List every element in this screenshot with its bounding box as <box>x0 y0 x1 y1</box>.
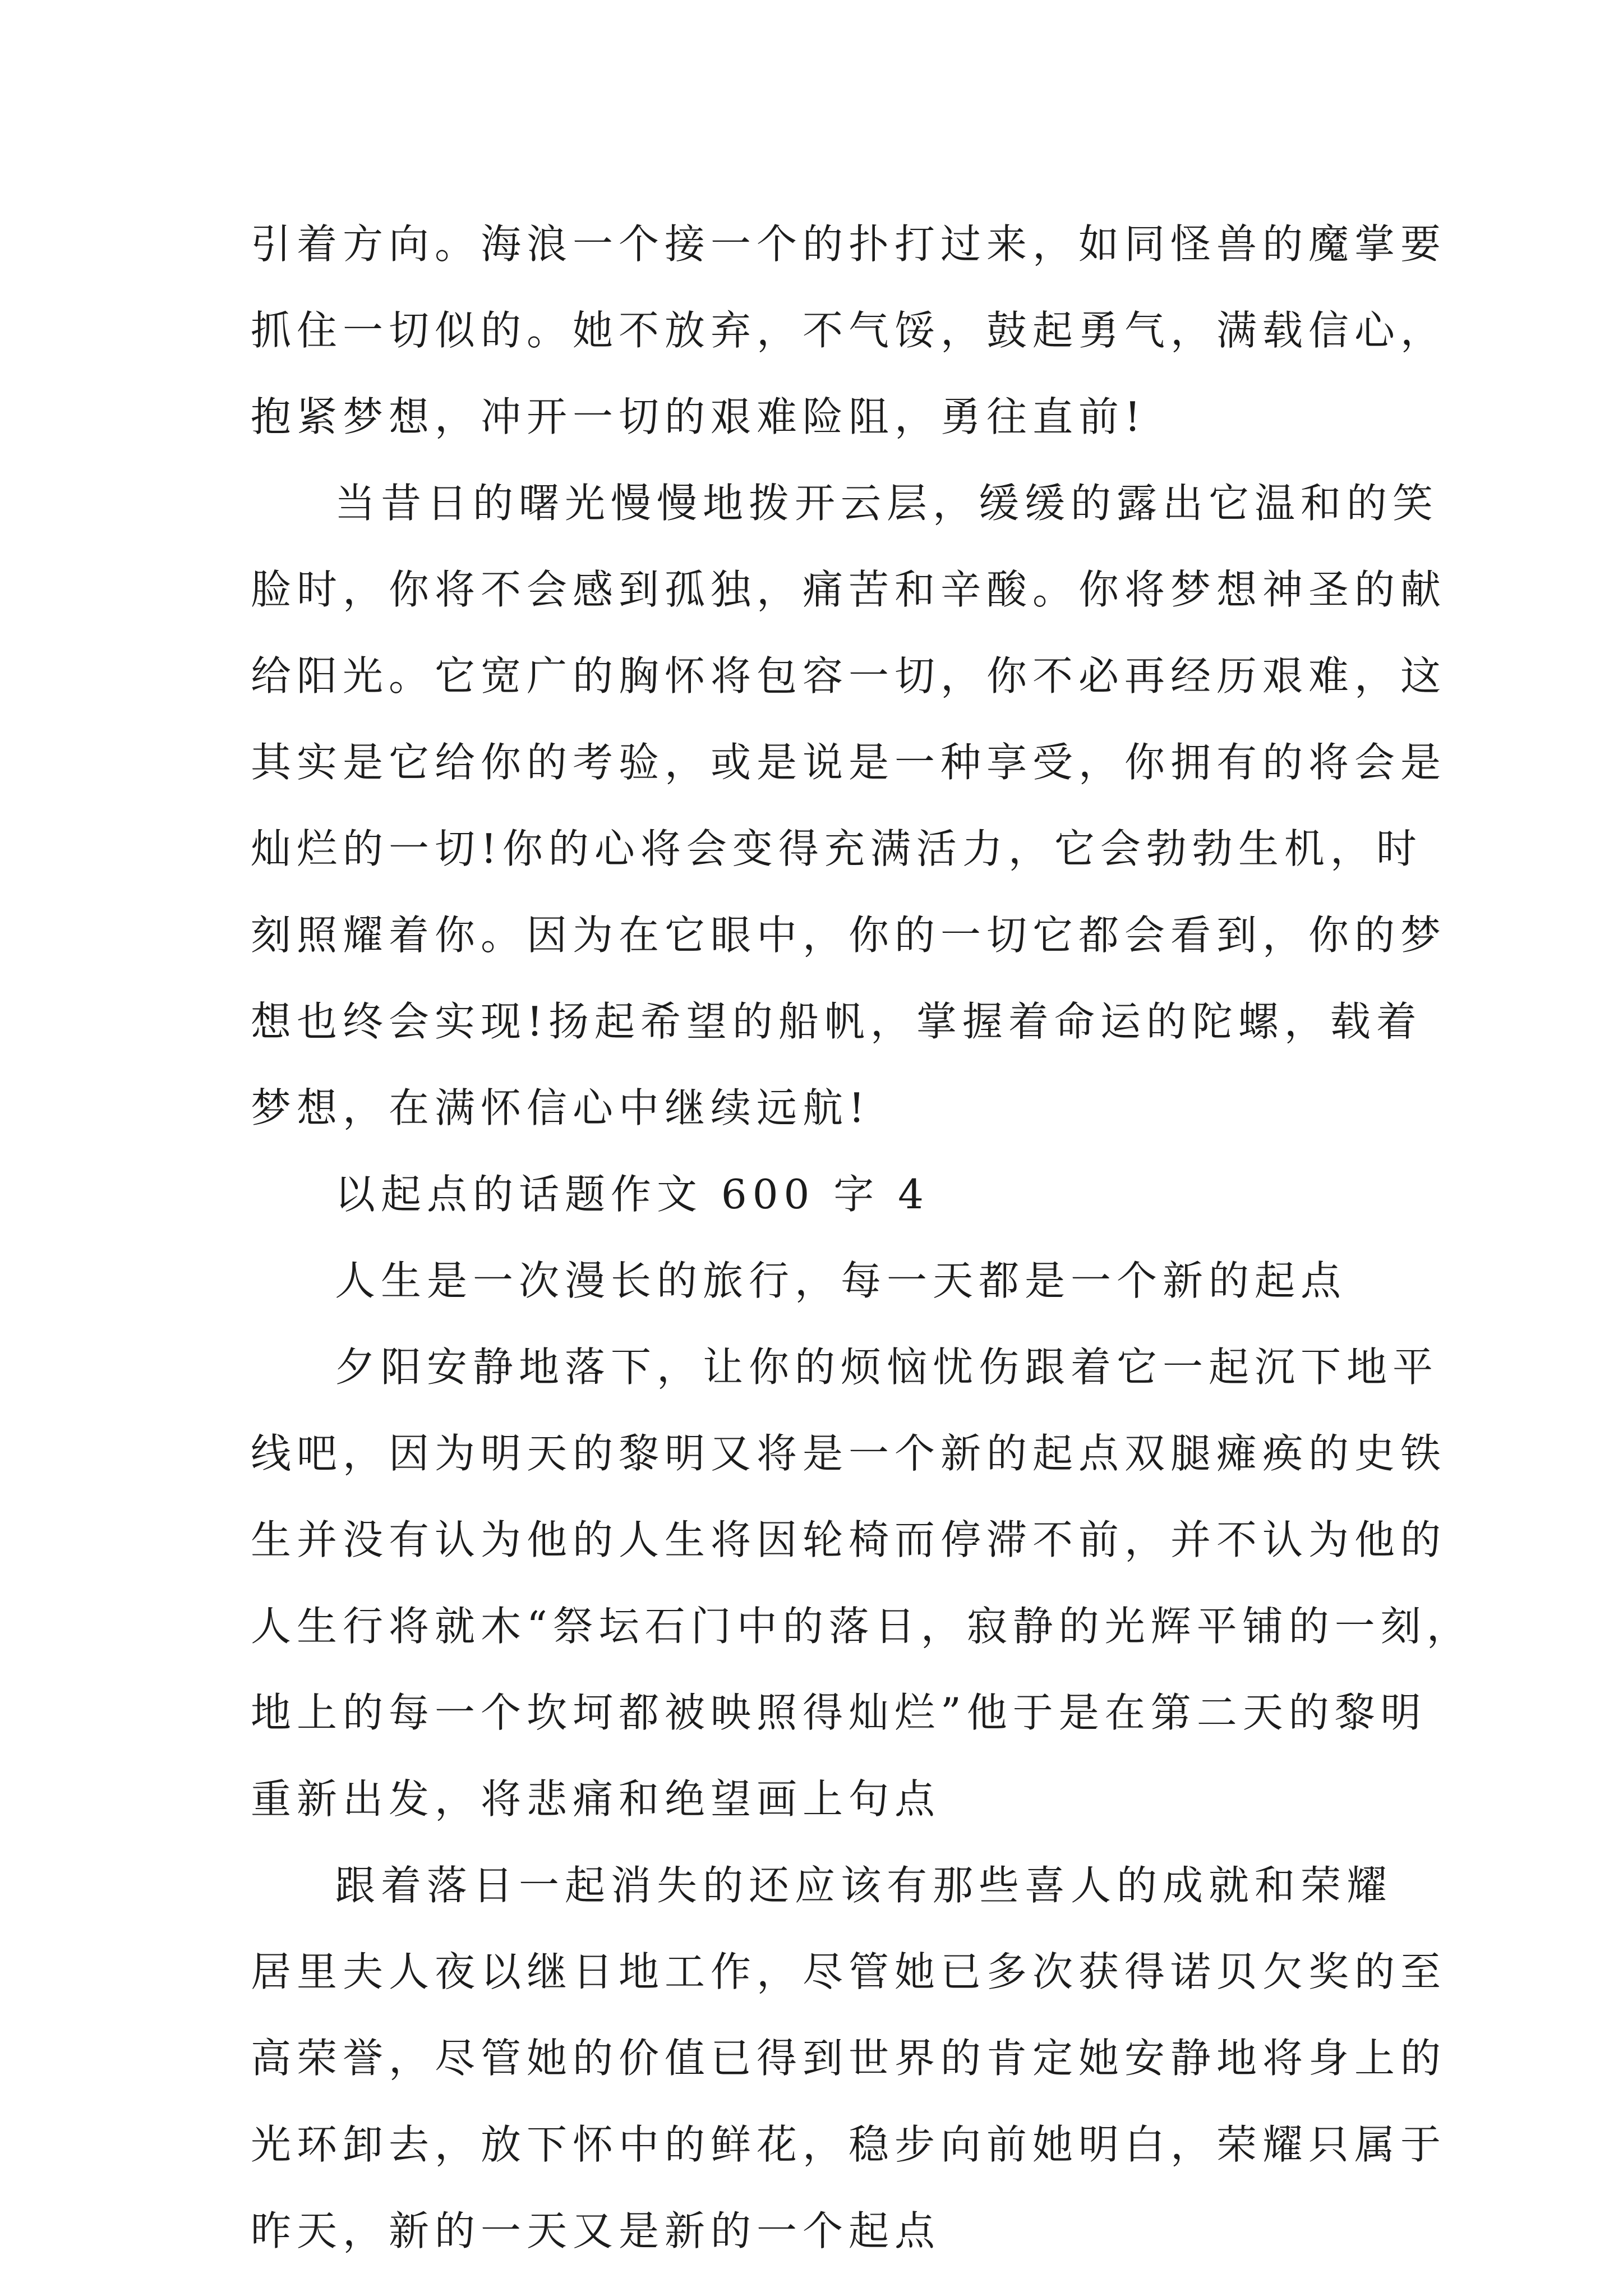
text-line: 光环卸去，放下怀中的鲜花，稳步向前她明白，荣耀只属于 <box>251 2121 1447 2168</box>
text-line: 梦想，在满怀信心中继续远航! <box>251 1084 870 1131</box>
section-heading: 以起点的话题作文 600 字 4 <box>335 1171 929 1218</box>
text-line: 人生行将就木“祭坛石门中的落日，寂静的光辉平铺的一刻， <box>251 1603 1473 1650</box>
paragraph-start: 夕阳安静地落下，让你的烦恼忧伤跟着它一起沉下地平 <box>335 1343 1439 1391</box>
text-line: 地上的每一个坎坷都被映照得灿烂”他于是在第二天的黎明 <box>251 1689 1427 1736</box>
text-line: 生并没有认为他的人生将因轮椅而停滞不前，并不认为他的 <box>251 1516 1447 1563</box>
paragraph-start: 当昔日的曙光慢慢地拨开云层，缓缓的露出它温和的笑 <box>335 480 1439 527</box>
text-line: 引着方向。海浪一个接一个的扑打过来，如同怪兽的魔掌要 <box>251 220 1447 268</box>
text-line: 刻照耀着你。因为在它眼中，你的一切它都会看到，你的梦 <box>251 912 1447 959</box>
paragraph-start: 人生是一次漫长的旅行，每一天都是一个新的起点 <box>335 1257 1347 1304</box>
paragraph-start: 跟着落日一起消失的还应该有那些喜人的成就和荣耀 <box>335 1862 1393 1909</box>
text-line: 想也终会实现!扬起希望的船帆，掌握着命运的陀螺，载着 <box>251 998 1422 1045</box>
text-line: 重新出发，将悲痛和绝望画上句点 <box>251 1775 941 1823</box>
text-line: 抱紧梦想，冲开一切的艰难险阻，勇往直前! <box>251 393 1146 440</box>
text-line: 居里夫人夜以继日地工作，尽管她已多次获得诺贝欠奖的至 <box>251 1948 1447 1995</box>
text-line: 昨天，新的一天又是新的一个起点 <box>251 2207 941 2254</box>
text-line: 脸时，你将不会感到孤独，痛苦和辛酸。你将梦想神圣的献 <box>251 566 1447 613</box>
text-line: 抓住一切似的。她不放弃，不气馁，鼓起勇气，满载信心， <box>251 307 1447 354</box>
text-line: 高荣誉，尽管她的价值已得到世界的肯定她安静地将身上的 <box>251 2035 1447 2082</box>
text-line: 其实是它给你的考验，或是说是一种享受，你拥有的将会是 <box>251 739 1447 786</box>
text-line: 线吧，因为明天的黎明又将是一个新的起点双腿瘫痪的史铁 <box>251 1430 1447 1477</box>
text-line: 灿烂的一切!你的心将会变得充满活力，它会勃勃生机，时 <box>251 825 1422 872</box>
text-line: 给阳光。它宽广的胸怀将包容一切，你不必再经历艰难，这 <box>251 652 1447 700</box>
